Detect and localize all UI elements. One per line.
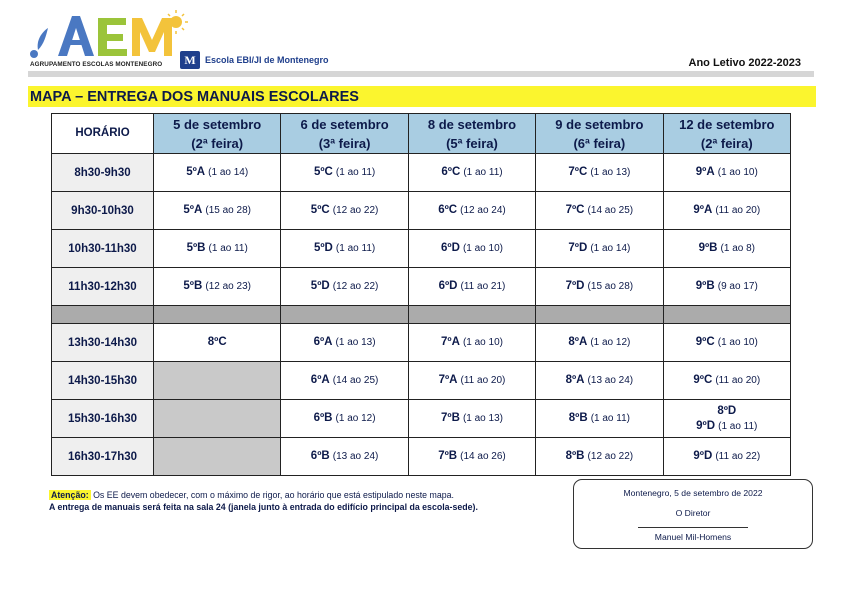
class-slot [408,362,535,400]
time-slot: 15h30-16h30 [52,400,154,438]
class-name: 7ºC [565,204,585,216]
class-entry [154,241,280,256]
class-entry [536,203,662,218]
class-name: 6ºC [441,166,461,178]
empty-slot [154,438,281,476]
class-name: 8ºA [565,374,585,386]
class-entry [409,411,535,426]
class-name: 9ºC [693,374,713,386]
time-column-header: HORÁRIO [52,114,154,154]
class-entry [154,279,280,294]
class-entry [281,203,407,218]
class-entry [536,241,662,256]
class-entry [281,411,407,426]
class-name: 9ºD [693,450,713,462]
student-range: (1 ao 13) [590,167,631,178]
class-slot [281,324,408,362]
class-slot [663,362,790,400]
student-range: (1 ao 8) [720,243,755,254]
class-slot [281,268,408,306]
class-entry [281,279,407,294]
break-cell [154,306,281,324]
class-slot [536,230,663,268]
day-header: 9 de setembro (6ª feira) [536,114,663,154]
class-name: 9ºA [693,204,713,216]
class-slot [663,154,790,192]
class-name: 6ºD [438,280,458,292]
student-range: (1 ao 10) [462,243,503,254]
day-header: 6 de setembro (3ª feira) [281,114,408,154]
table-row [52,154,791,192]
class-name: 9ºA [695,166,715,178]
time-slot: 13h30-14h30 [52,324,154,362]
header-divider [28,71,814,77]
class-entry [154,165,280,180]
class-slot [663,400,790,438]
class-entry [409,449,535,464]
time-slot: 14h30-15h30 [52,362,154,400]
class-entry [154,335,280,350]
class-slot [536,438,663,476]
class-entry [281,373,407,388]
table-row [52,230,791,268]
class-name: 9ºB [698,242,718,254]
class-entry [281,449,407,464]
attention-text: Os EE devem obedecer, com o máximo de rigor, ao horário que está estipulado neste mapa. [90,490,454,500]
class-name: 7ºA [438,374,458,386]
class-slot [281,362,408,400]
delivery-schedule-table [51,113,791,476]
student-range: (14 ao 26) [460,451,506,462]
student-range: (1 ao 11) [718,420,758,432]
class-slot [281,154,408,192]
class-entry [664,279,790,294]
room-note: A entrega de manuais será feita na sala 24 (janela junto à entrada do edifício principal da escola-sede). [49,502,478,512]
class-slot [408,230,535,268]
student-range: (14 ao 25) [332,375,379,386]
class-slot [536,362,663,400]
student-range: (1 ao 11) [590,413,630,424]
class-name: 5ºA [183,204,203,216]
class-name: 7ºD [568,242,588,254]
day-header: 8 de setembro (5ª feira) [408,114,535,154]
day-header: 5 de setembro (2ª feira) [154,114,281,154]
student-range: (1 ao 11) [208,243,248,254]
class-name: 6ºA [310,374,330,386]
student-range: (15 ao 28) [205,205,251,216]
signer-name: Manuel Mil-Homens [654,532,732,542]
class-name: 5ºC [310,204,330,216]
class-entry [536,373,662,388]
class-slot [663,230,790,268]
class-name: 8ºD [717,404,737,417]
class-entry [536,449,662,464]
class-name: 5ºD [313,242,333,254]
class-entry [409,203,535,218]
student-range: (1 ao 13) [462,413,503,424]
class-name: 8ºC [207,336,227,348]
class-name: 5ºB [186,242,206,254]
class-entry [536,335,662,350]
student-range: (14 ao 25) [587,205,634,216]
student-range: (1 ao 11) [335,243,376,254]
class-slot [408,400,535,438]
class-slot [281,192,408,230]
table-row [52,324,791,362]
notes [49,489,478,513]
table-row [52,438,791,476]
class-name: 9ºC [695,336,715,348]
class-slot [536,268,663,306]
class-entry [664,419,790,434]
school-identity [180,50,329,70]
class-name: 6ºA [313,336,333,348]
class-slot [154,230,281,268]
class-slot [154,268,281,306]
student-range: (1 ao 10) [717,167,758,178]
class-name: 7ºB [440,412,460,424]
student-range: (9 ao 17) [717,281,758,292]
class-slot [408,438,535,476]
signature-line [638,527,748,528]
student-range: (1 ao 12) [590,337,631,348]
class-name: 8ºA [568,336,588,348]
class-slot [408,324,535,362]
class-entry [536,411,662,426]
page-title: MAPA – ENTREGA DOS MANUAIS ESCOLARES [30,88,359,105]
class-entry [281,335,407,350]
school-year: Ano Letivo 2022-2023 [688,57,801,69]
class-entry [281,241,407,256]
class-name: 7ºC [568,166,588,178]
class-slot [408,154,535,192]
class-name: 6ºD [440,242,460,254]
title-bar [28,86,816,107]
student-range: (12 ao 22) [332,205,379,216]
break-cell [663,306,790,324]
class-name: 7ºB [438,450,458,462]
time-slot: 9h30-10h30 [52,192,154,230]
class-entry [409,241,535,256]
break-cell [536,306,663,324]
class-name: 6ºB [310,450,330,462]
header-row [52,114,791,154]
class-entry [409,165,535,180]
table-row [52,362,791,400]
student-range: (11 ao 21) [460,281,506,292]
logo-caption: AGRUPAMENTO ESCOLAS MONTENEGRO [30,61,163,68]
class-entry [409,335,535,350]
class-entry [409,279,535,294]
class-slot [536,192,663,230]
class-slot [536,154,663,192]
class-entry [664,449,790,464]
signature-box [573,479,813,549]
student-range: (1 ao 11) [463,167,503,178]
class-slot [536,400,663,438]
student-range: (11 ao 20) [715,375,761,386]
class-entry [664,203,790,218]
break-cell [52,306,154,324]
class-entry [664,165,790,180]
class-name: 8ºB [568,412,588,424]
aem-logo-icon [28,10,188,62]
student-range: (12 ao 22) [587,451,634,462]
time-slot: 10h30-11h30 [52,230,154,268]
class-slot [663,324,790,362]
class-name: 5ºA [186,166,206,178]
lunch-break-row [52,306,791,324]
class-entry [664,373,790,388]
break-cell [281,306,408,324]
signer-role: O Diretor [675,508,711,518]
class-name: 5ºB [183,280,203,292]
attention-label: Atenção: [51,490,89,500]
student-range: (1 ao 10) [462,337,503,348]
class-slot [663,192,790,230]
empty-slot [154,400,281,438]
class-name: 9ºD [696,419,716,432]
class-slot [154,192,281,230]
class-entry [536,279,662,294]
class-slot [281,400,408,438]
class-slot [281,438,408,476]
empty-slot [154,362,281,400]
class-slot [154,154,281,192]
time-slot: 8h30-9h30 [52,154,154,192]
class-entry [664,335,790,350]
class-name: 6ºB [313,412,333,424]
class-name: 7ºD [565,280,585,292]
student-range: (15 ao 28) [587,281,634,292]
student-range: (11 ao 20) [460,375,506,386]
break-cell [408,306,535,324]
class-name: 5ºC [313,166,333,178]
time-slot: 11h30-12h30 [52,268,154,306]
class-name: 6ºC [438,204,458,216]
class-slot [408,268,535,306]
class-name: 9ºB [695,280,715,292]
school-name: Escola EBI/JI de Montenegro [205,55,329,65]
schedule-body [52,154,791,476]
school-badge-icon: M [180,51,200,69]
class-entry [154,203,280,218]
class-entry [536,165,662,180]
place-date: Montenegro, 5 de setembro de 2022 [623,488,763,498]
student-range: (12 ao 23) [205,281,251,292]
student-range: (12 ao 22) [332,281,379,292]
student-range: (13 ao 24) [587,375,634,386]
attention-note [49,489,478,501]
class-entry [664,241,790,256]
student-range: (1 ao 14) [208,167,249,178]
class-slot [536,324,663,362]
student-range: (11 ao 20) [715,205,761,216]
class-slot [281,230,408,268]
student-range: (1 ao 11) [335,167,376,178]
student-range: (1 ao 10) [717,337,758,348]
table-row [52,268,791,306]
class-name: 5ºD [310,280,330,292]
class-entry [281,165,407,180]
class-name: 8ºB [565,450,585,462]
class-name: 7ºA [440,336,460,348]
class-slot [663,268,790,306]
time-slot: 16h30-17h30 [52,438,154,476]
student-range: (1 ao 12) [335,413,376,424]
table-row [52,400,791,438]
class-entry [664,404,790,419]
class-slot [663,438,790,476]
class-slot [154,324,281,362]
class-slot [408,192,535,230]
student-range: (13 ao 24) [332,451,379,462]
student-range: (11 ao 22) [715,451,761,462]
student-range: (1 ao 13) [335,337,376,348]
day-header: 12 de setembro (2ª feira) [663,114,790,154]
class-entry [409,373,535,388]
table-row [52,192,791,230]
student-range: (1 ao 14) [590,243,631,254]
student-range: (12 ao 24) [460,205,506,216]
